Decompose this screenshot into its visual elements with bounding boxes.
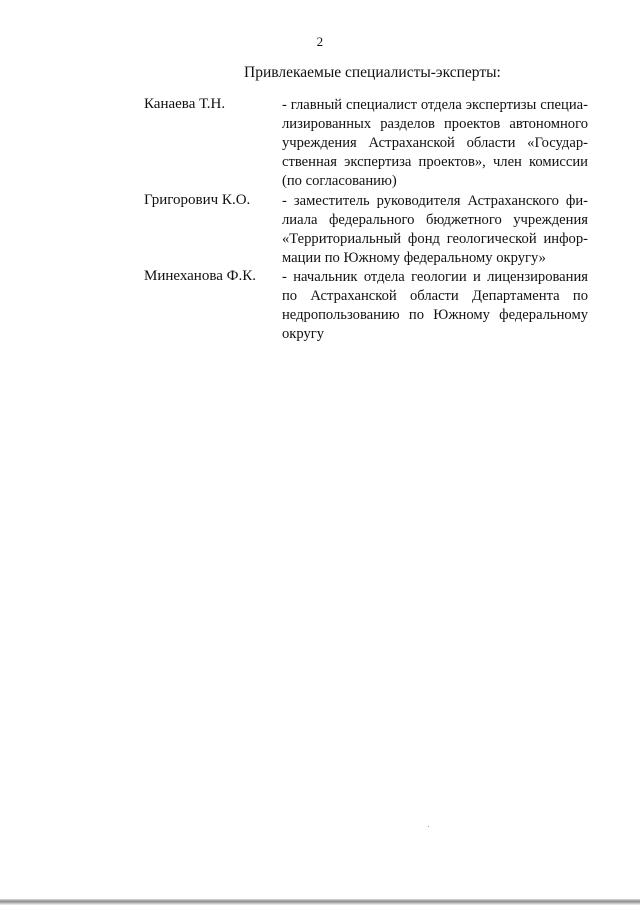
expert-name: Григорович К.О.: [144, 192, 251, 208]
description-line: (по согласованию): [282, 173, 397, 189]
expert-description: [282, 192, 588, 268]
description-line: мации по Южному федеральному округу»: [282, 250, 546, 266]
expert-description: [282, 268, 588, 344]
description-line: лиала федерального бюджетного учреждения: [282, 212, 588, 228]
description-line: - начальник отдела геологии и лицензирования: [282, 269, 588, 285]
expert-name: Минеханова Ф.К.: [144, 268, 256, 284]
description-line: лизированных разделов проектов автономного: [282, 116, 588, 132]
expert-description: [282, 96, 588, 191]
description-line: - заместитель руководителя Астраханского фи-: [282, 193, 588, 209]
description-line: по Астраханской области Департамента по: [282, 288, 588, 304]
scan-speck: [428, 826, 429, 827]
description-line: учреждения Астраханской области «Государ-: [282, 135, 588, 151]
description-line: «Территориальный фонд геологической инфор-: [282, 231, 588, 247]
scan-bottom-edge: [0, 899, 640, 905]
page-number: 2: [316, 34, 324, 49]
description-line: ственная экспертиза проектов», член комиссии: [282, 154, 588, 170]
expert-name: Канаева Т.Н.: [144, 96, 226, 112]
section-title: Привлекаемые специалисты-эксперты:: [244, 64, 501, 81]
description-line: недропользованию по Южному федеральному: [282, 307, 588, 323]
description-line: округу: [282, 326, 325, 342]
description-line: - главный специалист отдела экспертизы специа-: [282, 97, 588, 113]
